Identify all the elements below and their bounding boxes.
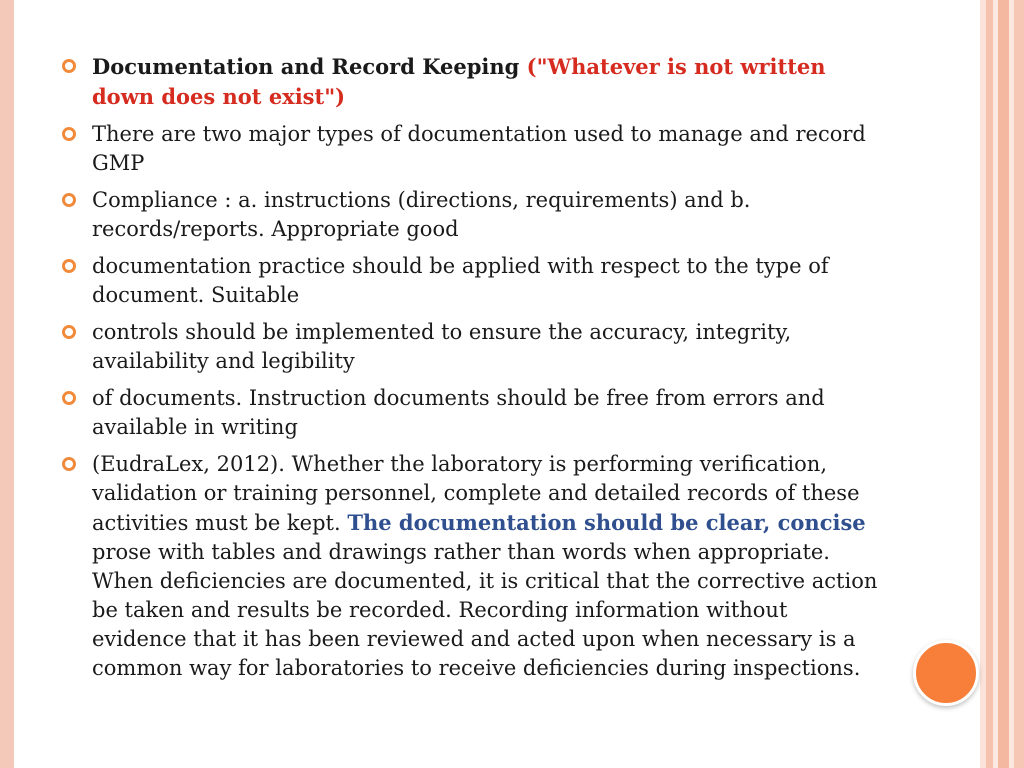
stripe bbox=[1014, 0, 1024, 768]
bullet-text: of documents. Instruction documents should be free from errors and available in writing bbox=[92, 386, 825, 439]
bullet-list bbox=[58, 52, 878, 683]
bullet-text: Compliance : a. instructions (directions, requirements) and b. records/reports. Appropriate good bbox=[92, 188, 751, 241]
emphasis-text: The documentation should be clear, concise bbox=[347, 510, 866, 535]
left-edge-decoration bbox=[0, 0, 14, 768]
bullet-item bbox=[58, 384, 878, 442]
bullet-item bbox=[58, 120, 878, 178]
bullet-text: documentation practice should be applied with respect to the type of document. Suitable bbox=[92, 254, 829, 307]
bullet-text-after: prose with tables and drawings rather than words when appropriate. When deficiencies are documented, it is critical that the corrective action be taken and results be recorded. Recording information without evidence that it has been reviewed and acted upon when necessary is a common way for laboratories to receive deficiencies during inspections. bbox=[92, 540, 878, 680]
orange-circle-decoration bbox=[913, 640, 979, 706]
quote-text: ("Whatever is not written down does not exist") bbox=[92, 54, 826, 109]
bullet-icon bbox=[62, 391, 76, 405]
heading-text: Documentation and Record Keeping bbox=[92, 54, 527, 79]
bullet-text: There are two major types of documentation used to manage and record GMP bbox=[92, 122, 866, 175]
bullet-text-before: (EudraLex, 2012). Whether the laboratory is performing verification, validation or training personnel, complete and detailed records of these activities must be kept. bbox=[92, 452, 860, 535]
right-stripe-decoration bbox=[980, 0, 1024, 768]
bullet-icon bbox=[62, 457, 76, 471]
bullet-item bbox=[58, 318, 878, 376]
bullet-item bbox=[58, 252, 878, 310]
bullet-icon bbox=[62, 127, 76, 141]
bullet-item bbox=[58, 186, 878, 244]
bullet-text: controls should be implemented to ensure the accuracy, integrity, availability and legibility bbox=[92, 320, 792, 373]
bullet-icon bbox=[62, 193, 76, 207]
bullet-icon bbox=[62, 59, 76, 73]
bullet-item-heading bbox=[58, 52, 878, 112]
bullet-item bbox=[58, 450, 878, 683]
slide-content bbox=[58, 52, 878, 691]
bullet-icon bbox=[62, 325, 76, 339]
bullet-icon bbox=[62, 259, 76, 273]
stripe bbox=[986, 0, 993, 768]
stripe bbox=[998, 0, 1009, 768]
